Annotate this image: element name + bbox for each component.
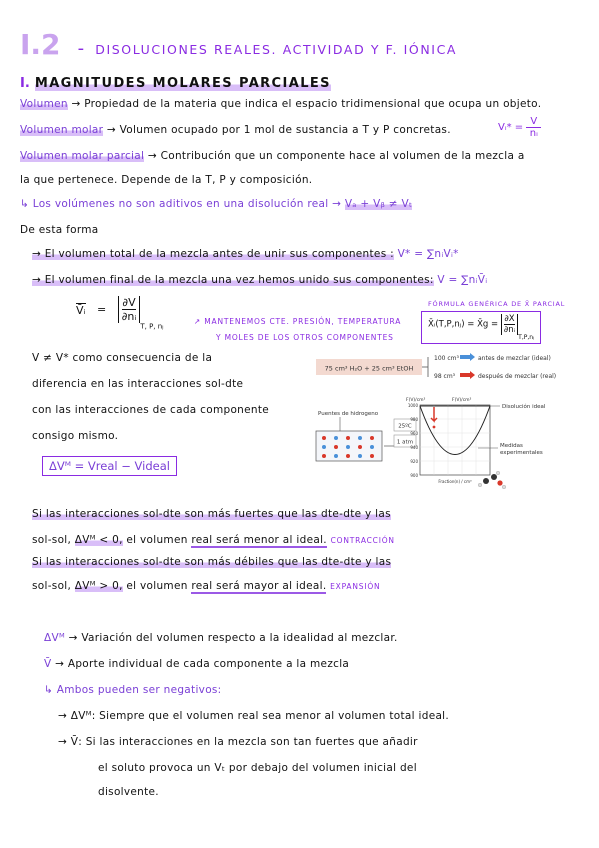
summary-delta-v-text: → Variación del volumen respecto a la idealidad al mezclar. xyxy=(68,632,398,644)
water-molecule-icon xyxy=(334,436,338,440)
not-additive-formula: Vₐ + Vᵦ ≠ Vₜ xyxy=(344,198,413,210)
parcial-term: Volumen molar parcial xyxy=(20,150,145,162)
not-additive-text: ↳ Los volúmenes no son aditivos en una disolución real → xyxy=(20,198,342,210)
condition-2-solsol: sol-sol, xyxy=(32,580,72,592)
mix-label: 75 cm³ H₂O + 25 cm³ EtOH xyxy=(324,364,414,373)
generic-lhs: X̄ᵢ(T,P,nⱼ) = X̄g = xyxy=(428,319,499,330)
condition-1-text: Si las interacciones sol-dte son más fuertes que las dte-dte y las xyxy=(32,508,391,520)
de-esta-forma: De esta forma xyxy=(20,224,99,236)
molar-def: → Volumen ocupado por 1 mol de sustancia a T y P concretas. xyxy=(106,124,451,136)
bullet-total-formula: V* = ∑nᵢVᵢ* xyxy=(397,248,459,260)
volumen-def: → Propiedad de la materia que indica el espacio tridimensional que ocupa un objeto. xyxy=(71,98,542,110)
water-molecule-icon xyxy=(322,454,326,458)
contraccion-tag: CONTRACCIÓN xyxy=(330,536,395,545)
partial-note-1 xyxy=(194,317,401,326)
molar-formula-den: nᵢ xyxy=(529,128,538,139)
summary-vbar-text: → Aporte individual de cada componente a la mezcla xyxy=(55,658,350,670)
def-volumen xyxy=(20,98,541,110)
after-label: después de mezclar (real) xyxy=(478,373,557,380)
molar-formula-lhs: Vᵢ* = xyxy=(498,122,524,133)
condition-1-line-2 xyxy=(32,534,395,546)
mixing-figure xyxy=(310,343,586,503)
ideal-label: Disolución ideal xyxy=(502,404,546,410)
expansion-tag: EXPANSIÓN xyxy=(330,582,381,591)
summary-vbar-term: V̄ xyxy=(44,658,52,670)
water-molecule-icon xyxy=(358,454,362,458)
condition-2-result: real será mayor al ideal. xyxy=(191,580,327,592)
before-label: antes de mezclar (ideal) xyxy=(478,355,551,362)
condition-1-result: real será menor al ideal. xyxy=(191,534,327,546)
y-tick-label: 920 xyxy=(410,459,418,464)
title-text: DISOLUCIONES REALES. ACTIVIDAD Y F. IÓNICA xyxy=(95,42,458,57)
consequence-line-1: V ≠ V* como consecuencia de la xyxy=(32,352,213,364)
before-value: 100 cm³ xyxy=(434,355,459,362)
summary-note-2-line-2: el soluto provoca un Vₜ por debajo del volumen inicial del xyxy=(98,762,417,774)
consequence-line-3: con las interacciones de cada componente xyxy=(32,404,270,416)
def-volumen-molar-parcial xyxy=(20,150,525,162)
condition-1-solsol: sol-sol, xyxy=(32,534,72,546)
generic-formula-box xyxy=(421,311,541,344)
def-volumen-molar xyxy=(20,124,451,136)
water-molecule-icon xyxy=(370,436,374,440)
water-molecule-icon xyxy=(322,445,326,449)
summary-delta-v-term: ΔVᴹ xyxy=(44,632,65,644)
pressure-label: 1 atm xyxy=(396,439,414,446)
partial-den: ∂nᵢ xyxy=(121,310,137,323)
after-arrow-icon xyxy=(460,371,475,379)
partial-formula xyxy=(76,296,163,331)
y-tick-label: 960 xyxy=(410,431,418,436)
measured-point xyxy=(433,426,436,429)
summary-note-2-line-3: disolvente. xyxy=(98,786,159,798)
section-heading xyxy=(20,72,331,91)
water-molecule-icon xyxy=(334,445,338,449)
partial-sub: T, P, nⱼ xyxy=(140,322,164,331)
condition-2-text: Si las interacciones sol-dte son más débiles que las dte-dte y las xyxy=(32,556,392,568)
molar-formula xyxy=(498,116,541,139)
x-axis-title: Fraction(n) / cm³ xyxy=(438,479,472,484)
condition-2-volumen: el volumen xyxy=(126,580,188,592)
section-number: I. xyxy=(20,76,30,91)
condition-2-line-2 xyxy=(32,580,380,592)
water-molecule-icon xyxy=(358,445,362,449)
temp-label: 25ºC xyxy=(398,423,412,430)
measured-label-1: Medidas xyxy=(500,443,523,449)
condition-2-delta: ΔVᴹ > 0, xyxy=(74,580,123,592)
partial-eq: = xyxy=(97,303,107,316)
consequence-line-2: diferencia en las interacciones sol-dte xyxy=(32,378,244,390)
bullet-final-formula: V = ∑nᵢV̄ᵢ xyxy=(437,274,488,286)
bullet-final-text: → El volumen final de la mezcla una vez hemos unido sus componentes: xyxy=(32,274,434,286)
summary-note-2-line-1: → V̄: Si las interacciones en la mezcla son tan fuertes que añadir xyxy=(58,736,418,748)
not-additive-line xyxy=(20,198,412,210)
parcial-def-line2: la que pertenece. Depende de la T, P y composición. xyxy=(20,174,313,186)
delta-v-mixing-box: ΔVᴹ = Vreal − Videal xyxy=(42,456,177,476)
hbond-label: Puentes de hidrogeno xyxy=(318,411,379,417)
generic-num: ∂X xyxy=(504,314,515,324)
water-molecule-icon xyxy=(370,445,374,449)
y2-axis-title: F(V)/cm³ xyxy=(452,398,472,403)
generic-sub: T,P,nⱼ xyxy=(518,334,535,341)
y-axis-title: F(V)/cm³ xyxy=(406,398,426,403)
plot-area xyxy=(420,405,490,475)
title-number: I.2 xyxy=(20,28,61,61)
partial-note-arrow: ↗ xyxy=(194,317,202,326)
partial-num: ∂V xyxy=(122,296,136,309)
y-tick-label: 980 xyxy=(410,417,418,422)
generic-den: ∂nᵢ xyxy=(503,325,516,335)
bullet-total-text: → El volumen total de la mezcla antes de unir sus componentes : xyxy=(32,248,394,260)
water-molecule-icon xyxy=(346,436,350,440)
consequence-line-4: consigo mismo. xyxy=(32,430,119,442)
volumen-term: Volumen xyxy=(20,98,68,110)
section-text: MAGNITUDES MOLARES PARCIALES xyxy=(34,76,331,91)
condition-2-line-1 xyxy=(32,556,391,568)
summary-delta-v xyxy=(44,632,398,644)
partial-lhs: V̄ᵢ xyxy=(76,303,86,317)
partial-note-1-text: MANTENEMOS CTE. PRESIÓN, TEMPERATURA xyxy=(204,317,402,326)
water-molecule-icon xyxy=(370,454,374,458)
water-molecule-icon xyxy=(322,436,326,440)
bullet-final-volume xyxy=(32,274,487,286)
y-tick-label: 900 xyxy=(410,473,418,478)
parcial-def: → Contribución que un componente hace al volumen de la mezcla a xyxy=(147,150,525,162)
bullet-total-volume xyxy=(32,248,459,260)
water-molecule-icon xyxy=(334,454,338,458)
page-title xyxy=(20,28,457,61)
title-dash: - xyxy=(77,38,85,59)
y-tick-label: 940 xyxy=(410,445,418,450)
molar-formula-num: V xyxy=(526,116,541,128)
molar-term: Volumen molar xyxy=(20,124,104,136)
y-tick-label: 1000 xyxy=(407,403,418,408)
before-arrow-icon xyxy=(460,353,475,361)
condition-1-line-1 xyxy=(32,508,391,520)
after-value: 98 cm³ xyxy=(434,373,456,380)
partial-note-2: Y MOLES DE LOS OTROS COMPONENTES xyxy=(216,333,394,342)
summary-vbar xyxy=(44,658,349,670)
summary-note-1: → ΔVᴹ: Siempre que el volumen real sea menor al volumen total ideal. xyxy=(58,710,450,722)
summary-both-negative: ↳ Ambos pueden ser negativos: xyxy=(44,684,222,696)
water-molecule-icon xyxy=(346,445,350,449)
measured-label-2: experimentales xyxy=(500,450,543,456)
water-molecule-icon xyxy=(358,436,362,440)
condition-1-delta: ΔVᴹ < 0, xyxy=(74,534,123,546)
water-molecule-icon xyxy=(346,454,350,458)
condition-1-volumen: el volumen xyxy=(126,534,188,546)
generic-formula-caption: FÓRMULA GENÉRICA DE X̄ PARCIAL xyxy=(428,300,566,308)
